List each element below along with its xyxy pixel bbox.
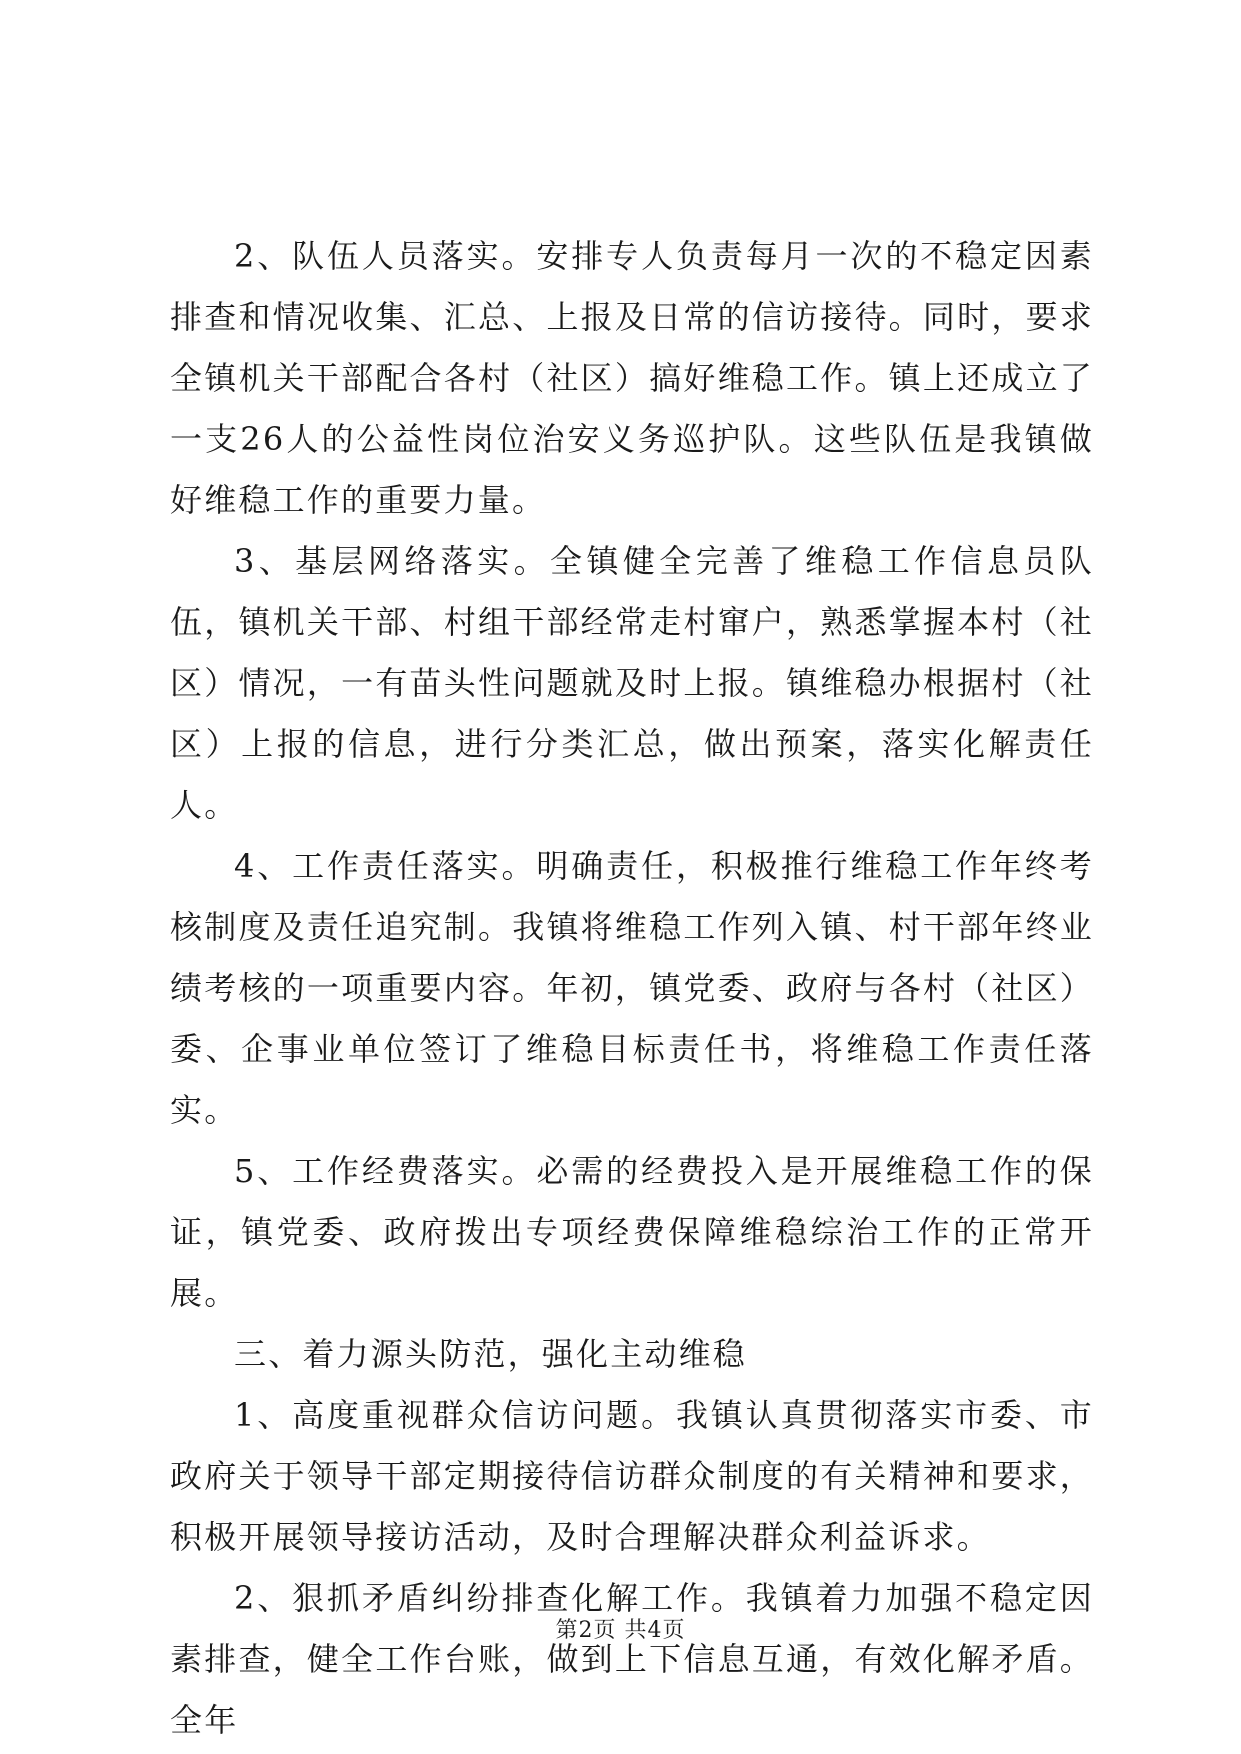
paragraph-work-responsibility: 4、工作责任落实。明确责任，积极推行维稳工作年终考核制度及责任追究制。我镇将维稳工作列入镇、村干部年终业绩考核的一项重要内容。年初，镇党委、政府与各村（社区）委、企事业单位签订了维稳目标责任书，将维稳工作责任落实。 (170, 847, 1094, 1129)
paragraph-team-personnel: 2、队伍人员落实。安排专人负责每月一次的不稳定因素排查和情况收集、汇总、上报及日常的信访接待。同时，要求全镇机关干部配合各村（社区）搞好维稳工作。镇上还成立了一支26人的公益性岗位治安义务巡护队。这些队伍是我镇做好维稳工作的重要力量。 (170, 237, 1094, 519)
paragraph-dispute-resolution: 2、狠抓矛盾纠纷排查化解工作。我镇着力加强不稳定因素排查，健全工作台账，做到上下信息互通，有效化解矛盾。全年 (170, 1579, 1094, 1739)
paragraph-work-funding: 5、工作经费落实。必需的经费投入是开展维稳工作的保证，镇党委、政府拨出专项经费保障维稳综治工作的正常开展。 (170, 1152, 1094, 1312)
page-number-footer: 第2页 共4页 (555, 1618, 686, 1643)
section-heading-source-prevention: 三、着力源头防范，强化主动维稳 (234, 1335, 748, 1373)
document-body (170, 226, 1094, 1751)
paragraph-grassroots-network: 3、基层网络落实。全镇健全完善了维稳工作信息员队伍，镇机关干部、村组干部经常走村窜户，熟悉掌握本村（社区）情况，一有苗头性问题就及时上报。镇维稳办根据村（社区）上报的信息，进行分类汇总，做出预案，落实化解责任人。 (170, 542, 1094, 824)
paragraph-petition-issues: 1、高度重视群众信访问题。我镇认真贯彻落实市委、市政府关于领导干部定期接待信访群众制度的有关精神和要求，积极开展领导接访活动，及时合理解决群众利益诉求。 (170, 1396, 1094, 1556)
